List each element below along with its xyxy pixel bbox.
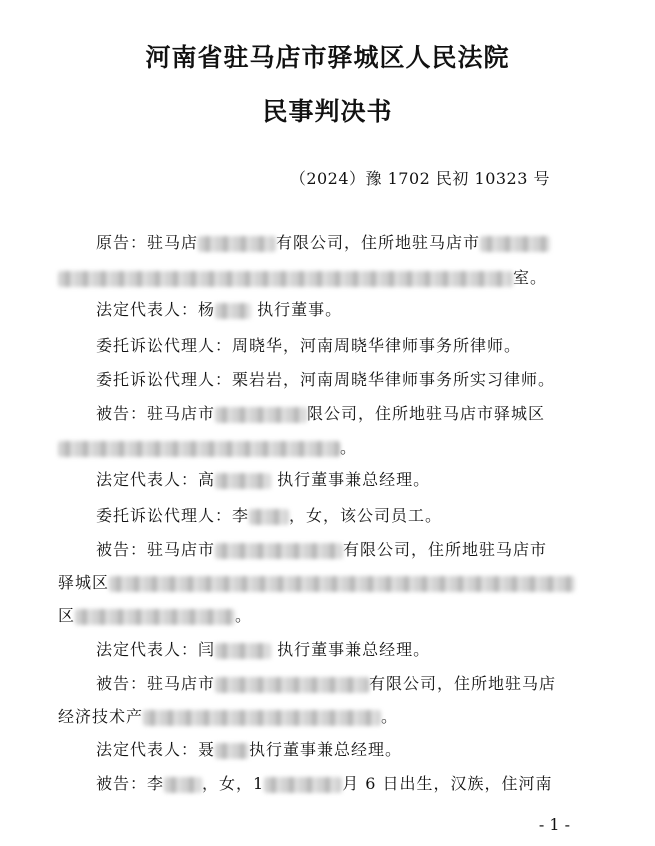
redaction [58,271,513,287]
defendant-address-line: 。 [58,436,357,460]
page-number: - 1 - [538,815,570,834]
redaction [215,643,271,659]
redaction [198,236,276,252]
legal-rep-line: 法定代表人：聂 执行董事兼总经理。 [96,740,403,759]
redaction [264,777,342,793]
plaintiff-line: 原告：驻马店 有限公司，住所地驻马店市 [96,231,550,255]
redaction [215,407,307,423]
redaction [215,303,251,319]
defendant-line: 被告：驻马店市 有限公司，住所地驻马店 [96,674,557,693]
agent-line: 委托诉讼代理人：周晓华，河南周晓华律师事务所律师。 [96,336,522,355]
court-name: 河南省驻马店市驿城区人民法院 [145,43,510,72]
redaction [143,710,381,726]
redaction [215,677,369,693]
legal-rep-line: 法定代表人：闫 执行董事兼总经理。 [96,640,431,659]
defendant-address-line: 驿城区 [58,571,575,595]
defendant-line: 被告：李 ，女，1 月 6 日出生，汉族，住河南 [96,774,553,793]
defendant-line: 被告：驻马店市 限公司，住所地驻马店市驿城区 [96,404,546,423]
defendant-address-line: 经济技术产 。 [58,707,399,726]
agent-line: 委托诉讼代理人：李 ，女，该公司员工。 [96,506,443,525]
redaction [215,473,271,489]
redaction [109,576,575,592]
redaction [164,777,202,793]
defendant-line: 被告：驻马店市 有限公司，住所地驻马店市 [96,540,548,559]
redaction [75,609,235,625]
document-type: 民事判决书 [262,97,393,126]
legal-rep-line: 法定代表人：杨 执行董事。 [96,300,343,319]
defendant-address-line: 区 。 [58,606,253,625]
redaction [58,441,340,457]
redaction [215,743,249,759]
agent-line: 委托诉讼代理人：栗岩岩，河南周晓华律师事务所实习律师。 [96,370,556,389]
case-number: （2024）豫 1702 民初 10323 号 [289,169,550,188]
redaction [215,543,343,559]
redaction [480,236,550,252]
redaction [249,509,289,525]
legal-rep-line: 法定代表人：高 执行董事兼总经理。 [96,470,431,489]
plaintiff-address-line: 室。 [58,266,547,290]
